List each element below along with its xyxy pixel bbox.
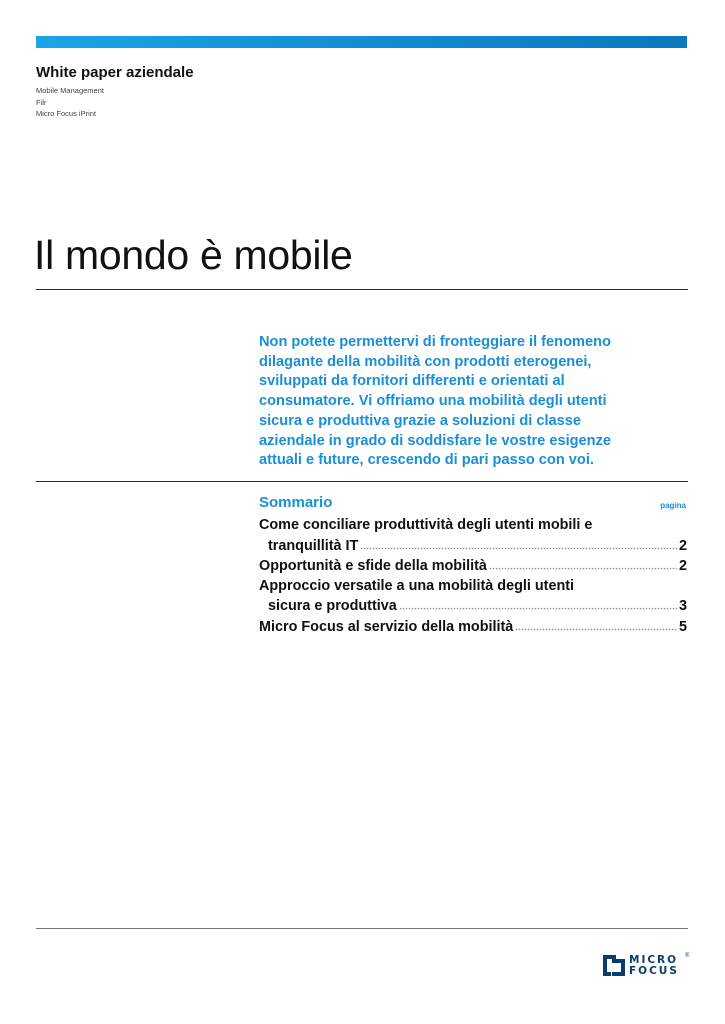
toc-page-number: 2 <box>678 537 687 554</box>
logo-line-1: MICRO <box>629 954 679 966</box>
product-mobile-management: Mobile Management <box>36 86 104 95</box>
toc-item-title: Micro Focus al servizio della mobilità <box>259 618 514 635</box>
intro-line: aziendale in grado di soddisfare le vostre esigenze <box>259 432 611 449</box>
product-list <box>36 85 104 120</box>
intro-line: consumatore. Vi offriamo una mobilità degli utenti <box>259 393 607 410</box>
toc-item-title: Approccio versatile a una mobilità degli utenti <box>259 577 575 594</box>
toc-item-title: Come conciliare produttività degli utenti mobili e <box>259 517 593 533</box>
toc-item-productivity[interactable] <box>259 516 687 556</box>
intro-line: Non potete permettervi di fronteggiare il fenomeno <box>259 334 611 350</box>
toc-page-number: 5 <box>678 618 687 635</box>
micro-focus-logo-icon <box>603 955 625 976</box>
product-filr: Filr <box>36 97 47 107</box>
toc-dot-leader <box>360 536 677 550</box>
intro-line: sicura e produttiva grazie a soluzioni di classe <box>259 412 581 429</box>
logo-line-2: FOCUS <box>629 964 679 977</box>
title-divider <box>36 289 688 290</box>
intro-line: sviluppati da fornitori differenti e orientati al <box>259 373 565 390</box>
logo-wordmark <box>629 955 679 976</box>
intro-paragraph <box>259 333 681 471</box>
toc-item-title-continued: sicura e produttiva <box>268 598 397 615</box>
toc-page-number: 2 <box>678 558 687 575</box>
toc-dot-leader <box>489 556 677 570</box>
toc-dot-leader <box>399 596 677 610</box>
intro-line: dilagante della mobilità con prodotti eterogenei, <box>259 353 592 370</box>
micro-focus-logo <box>603 955 689 977</box>
toc-item-micro-focus[interactable] <box>259 617 687 638</box>
header-color-bar <box>36 36 687 48</box>
intro-line: attuali e future, crescendo di pari passo con voi. <box>259 452 594 469</box>
intro-divider <box>36 481 688 482</box>
toc-page-label: pagina <box>660 501 686 510</box>
table-of-contents <box>259 494 687 638</box>
product-iprint: Micro Focus iPrint <box>36 109 97 118</box>
registered-mark: ® <box>685 953 690 959</box>
toc-item-title-continued: tranquillità IT <box>268 537 359 554</box>
toc-item-approach[interactable] <box>259 577 687 617</box>
toc-header <box>259 494 687 516</box>
footer-divider <box>36 928 688 929</box>
page-title: Il mondo è mobile <box>34 232 353 278</box>
toc-page-number: 3 <box>678 598 687 615</box>
toc-item-opportunities[interactable] <box>259 556 687 577</box>
toc-title: Sommario <box>259 494 333 511</box>
toc-item-title: Opportunità e sfide della mobilità <box>259 558 487 575</box>
toc-dot-leader <box>515 617 677 631</box>
document-type: White paper aziendale <box>36 64 194 81</box>
